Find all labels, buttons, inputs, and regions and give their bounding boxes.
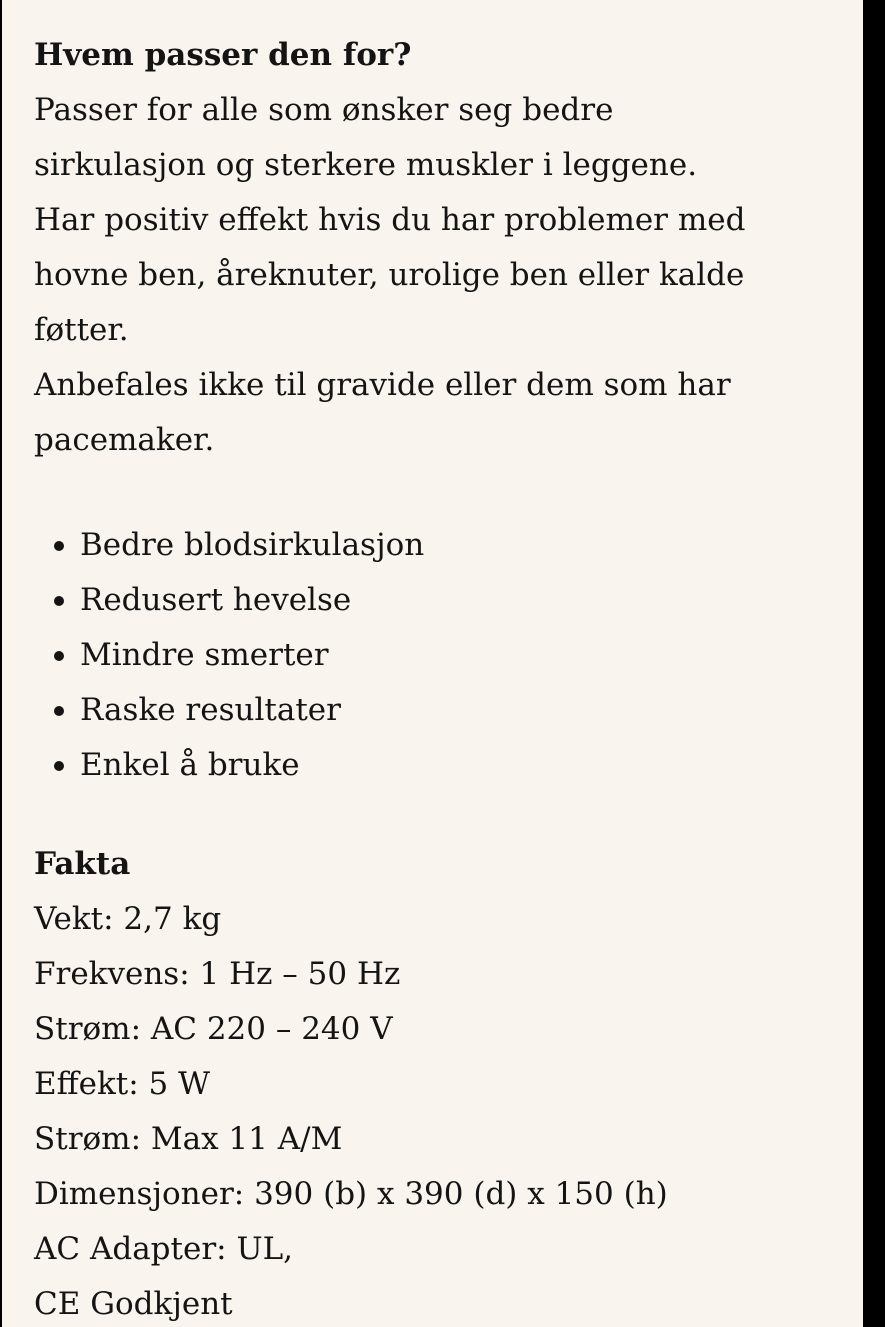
facts-list: [34, 892, 854, 1327]
description-line: Anbefales ikke til gravide eller dem som har: [34, 367, 731, 403]
fact-item: Strøm: AC 220 – 240 V: [34, 1011, 393, 1047]
fact-item: AC Adapter: UL,: [34, 1231, 294, 1267]
description-line: hovne ben, åreknuter, urolige ben eller kalde: [34, 257, 745, 293]
list-item: Mindre smerter: [34, 628, 854, 683]
fact-item: Effekt: 5 W: [34, 1066, 210, 1102]
fact-item: Vekt: 2,7 kg: [34, 901, 222, 937]
section-heading-who: Hvem passer den for?: [34, 37, 412, 73]
list-item: Enkel å bruke: [34, 738, 854, 793]
description-line: Passer for alle som ønsker seg bedre: [34, 92, 614, 128]
description-line: føtter.: [34, 312, 129, 348]
content-panel[interactable]: [2, 0, 863, 1327]
section-heading-facts: Fakta: [34, 846, 131, 882]
description-paragraph: [34, 83, 854, 468]
fact-item: CE Godkjent: [34, 1286, 233, 1322]
fact-item: Frekvens: 1 Hz – 50 Hz: [34, 956, 401, 992]
fact-item: Strøm: Max 11 A/M: [34, 1121, 343, 1157]
spacer: [34, 468, 854, 518]
list-item: Bedre blodsirkulasjon: [34, 518, 854, 573]
description-line: sirkulasjon og sterkere muskler i leggene.: [34, 147, 698, 183]
list-item: Raske resultater: [34, 683, 854, 738]
fact-item: Dimensjoner: 390 (b) x 390 (d) x 150 (h): [34, 1176, 668, 1212]
description-line: pacemaker.: [34, 422, 215, 458]
list-item: Redusert hevelse: [34, 573, 854, 628]
article-body: [34, 28, 854, 1327]
spacer: [34, 793, 854, 837]
benefits-list: [34, 518, 854, 793]
description-line: Har positiv effekt hvis du har problemer med: [34, 202, 746, 238]
